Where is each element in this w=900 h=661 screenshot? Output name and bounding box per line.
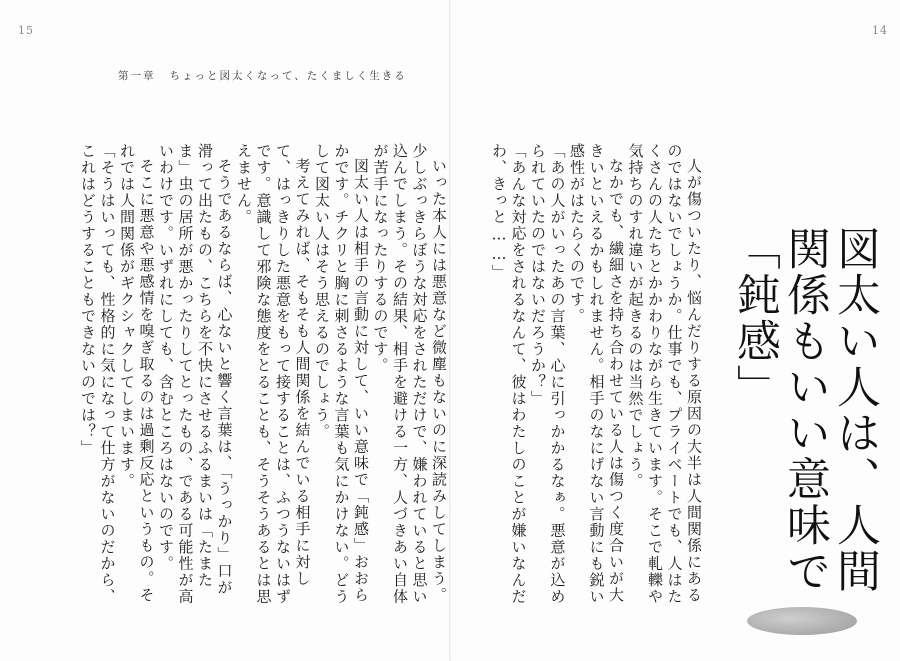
chapter-label: 第一章 xyxy=(118,70,156,82)
paragraph: 図太い人は相手の言動に対して、いい意味で「鈍感」おおらかです。チクリと胸に刺さるような言葉も気にかけない。どうして図太い人はそう思えるのでしょう。 xyxy=(313,143,370,605)
quote-paragraph: 「あの人がいったあの言葉、心に引っかかるなぁ。悪意が込められていたのではないだろうか？」 xyxy=(529,143,567,605)
paragraph: 考えてみれば、そもそも人間関係を結んでいる相手に対して、はっきりした悪意をもって接することは、ふつうないはずです。意識して邪険な態度をとることも、そうそうあるとは思えません。 xyxy=(235,143,312,605)
running-head xyxy=(118,68,407,83)
gutter xyxy=(449,0,451,661)
section-title: 図太い人は、人間関係もいい意味で「鈍感」 xyxy=(729,226,880,594)
title-area xyxy=(729,226,880,626)
paragraph: 人が傷ついたり、悩んだりする原因の大半は人間関係にあるのではないでしょうか。仕事でも、プライベートでも、人はたくさんの人たちとかかわりながら生きています。そこで軋轢や気持ちのすれ違いが起きるのは当然でしょう。 xyxy=(626,143,703,605)
paragraph: そうであるならば、心ないと響く言葉は、「うっかり」口が滑って出たもの、こちらを不快にさせるふるまいは「たまたま」虫の居所が悪かったりしてとったもの、である可能性が高いわけです。いずれにしても、含むところはないのです。 xyxy=(157,143,234,605)
title-oval-decoration xyxy=(747,607,857,635)
paragraph: いった本人には悪意など微塵もないのに深読みしてしまう。少しぶっきらぼうな対応をされただけで、嫌われていると思い込んでしまう。その結果、相手を避ける一方、人づきあい自体が苦手になったりするのです。 xyxy=(371,143,448,605)
quote-paragraph: 「あんな対応をされるなんて、彼はわたしのことが嫌いなんだわ、きっと……」 xyxy=(490,143,528,605)
chapter-title: ちょっと図太くなって、たくましく生きる xyxy=(169,70,407,82)
paragraph: そこに悪意や悪感情を嗅ぎ取るのは過剰反応というもの。それでは人間関係がギクシャクしてしまいます。 xyxy=(118,143,156,604)
right-page-body xyxy=(489,143,704,611)
quote-paragraph: 「そうはいっても、性格的に気になって仕方がないのだから、これはどうすることもできないのでは？」 xyxy=(79,143,117,605)
page-number-left: 15 xyxy=(18,24,34,37)
left-page-body xyxy=(78,143,449,611)
page-number-right: 14 xyxy=(872,24,888,37)
paragraph: なかでも、繊細さを持ち合わせている人は傷つく度合いが大きいといえるかもしれません。相手のなにげない言動にも鋭い感性がはたらくのです。 xyxy=(568,143,625,605)
